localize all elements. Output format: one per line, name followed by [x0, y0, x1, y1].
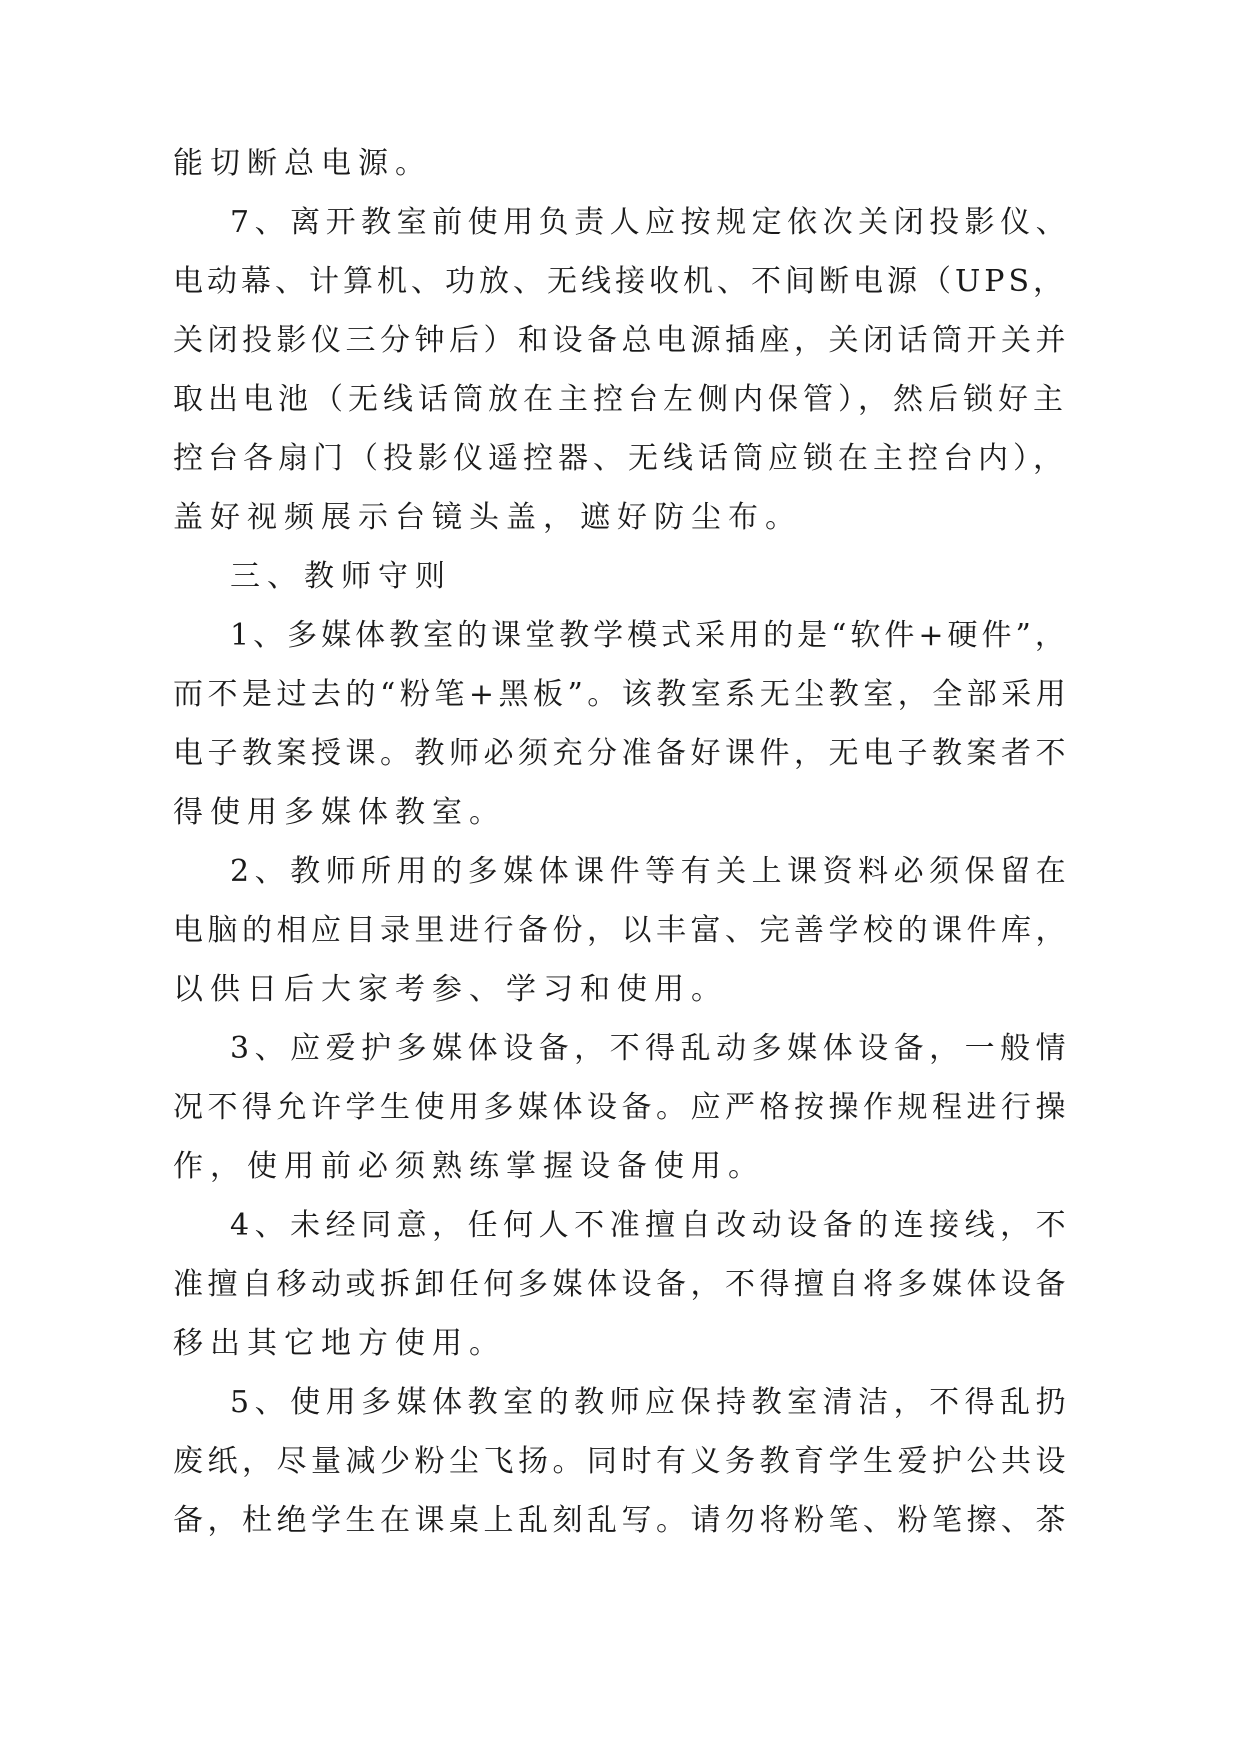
text-line: 电动幕、计算机、功放、无线接收机、不间断电源（UPS，: [173, 264, 1068, 299]
text-line: 取出电池（无线话筒放在主控台左侧内保管），然后锁好主: [173, 382, 1068, 417]
text-line: 电脑的相应目录里进行备份，以丰富、完善学校的课件库，: [173, 913, 1070, 948]
text-line: 盖好视频展示台镜头盖，遮好防尘布。: [173, 500, 802, 535]
text-line: 准擅自移动或拆卸任何多媒体设备，不得擅自将多媒体设备: [173, 1267, 1070, 1302]
section-heading: 三、教师守则: [230, 559, 452, 594]
text-line: 7、离开教室前使用负责人应按规定依次关闭投影仪、: [230, 205, 1072, 240]
text-line: 废纸，尽量减少粉尘飞扬。同时有义务教育学生爱护公共设: [173, 1444, 1070, 1479]
text-line: 3、应爱护多媒体设备，不得乱动多媒体设备，一般情: [230, 1031, 1072, 1066]
text-line: 备，杜绝学生在课桌上乱刻乱写。请勿将粉笔、粉笔擦、茶: [173, 1503, 1070, 1538]
text-line: 得使用多媒体教室。: [173, 795, 506, 830]
text-line: 能切断总电源。: [173, 146, 432, 181]
text-line: 而不是过去的“粉笔+黑板”。该教室系无尘教室，全部采用: [173, 677, 1071, 712]
text-line: 移出其它地方使用。: [173, 1326, 506, 1361]
text-line: 关闭投影仪三分钟后）和设备总电源插座，关闭话筒开关并: [173, 323, 1070, 358]
text-line: 作，使用前必须熟练掌握设备使用。: [173, 1149, 765, 1184]
text-line: 控台各扇门（投影仪遥控器、无线话筒应锁在主控台内），: [173, 441, 1068, 476]
text-line: 以供日后大家考参、学习和使用。: [173, 972, 728, 1007]
text-line: 况不得允许学生使用多媒体设备。应严格按操作规程进行操: [173, 1090, 1070, 1125]
text-line: 电子教案授课。教师必须充分准备好课件，无电子教案者不: [173, 736, 1070, 771]
text-line: 4、未经同意，任何人不准擅自改动设备的连接线，不: [230, 1208, 1072, 1243]
text-line: 2、教师所用的多媒体课件等有关上课资料必须保留在: [230, 854, 1072, 889]
text-line: 1、多媒体教室的课堂教学模式采用的是“软件+硬件”，: [230, 618, 1069, 653]
text-line: 5、使用多媒体教室的教师应保持教室清洁，不得乱扔: [230, 1385, 1072, 1420]
